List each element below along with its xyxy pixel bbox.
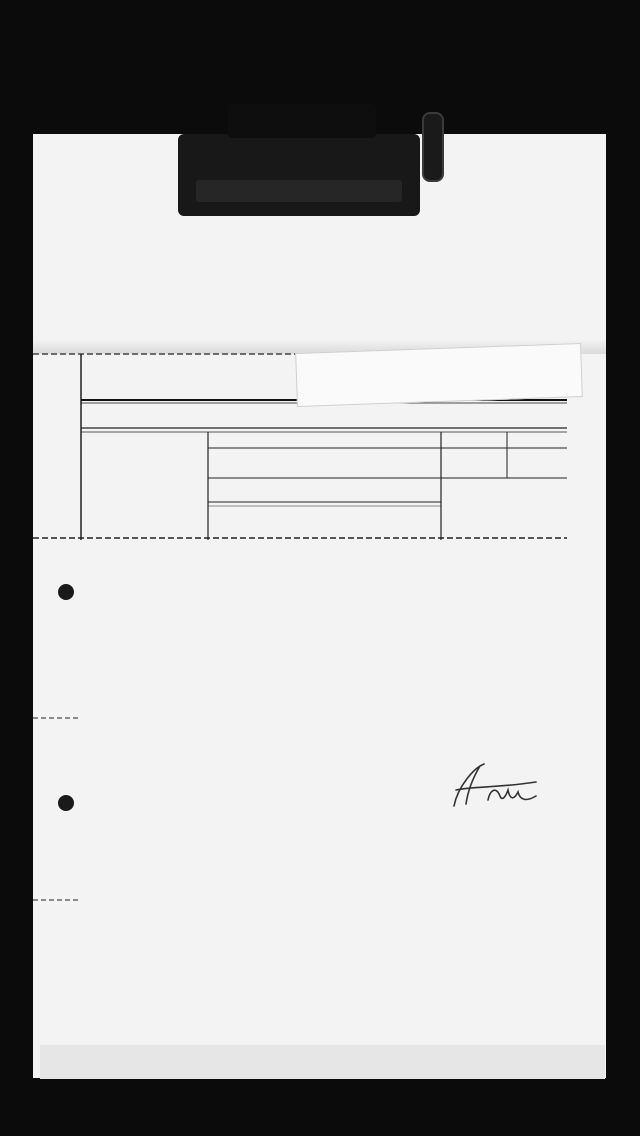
paper-edge	[40, 1045, 605, 1079]
message-form	[33, 350, 605, 1050]
clip-plate	[196, 180, 402, 202]
teleprinter-tape	[295, 343, 583, 407]
punch-hole	[58, 584, 74, 600]
handwritten-signature	[444, 756, 540, 814]
punch-hole	[58, 795, 74, 811]
clip-ring	[422, 112, 444, 182]
form-grid	[33, 350, 605, 1050]
frame-counter	[228, 104, 376, 138]
binder-clip	[178, 134, 420, 216]
counter-digits	[228, 104, 376, 138]
